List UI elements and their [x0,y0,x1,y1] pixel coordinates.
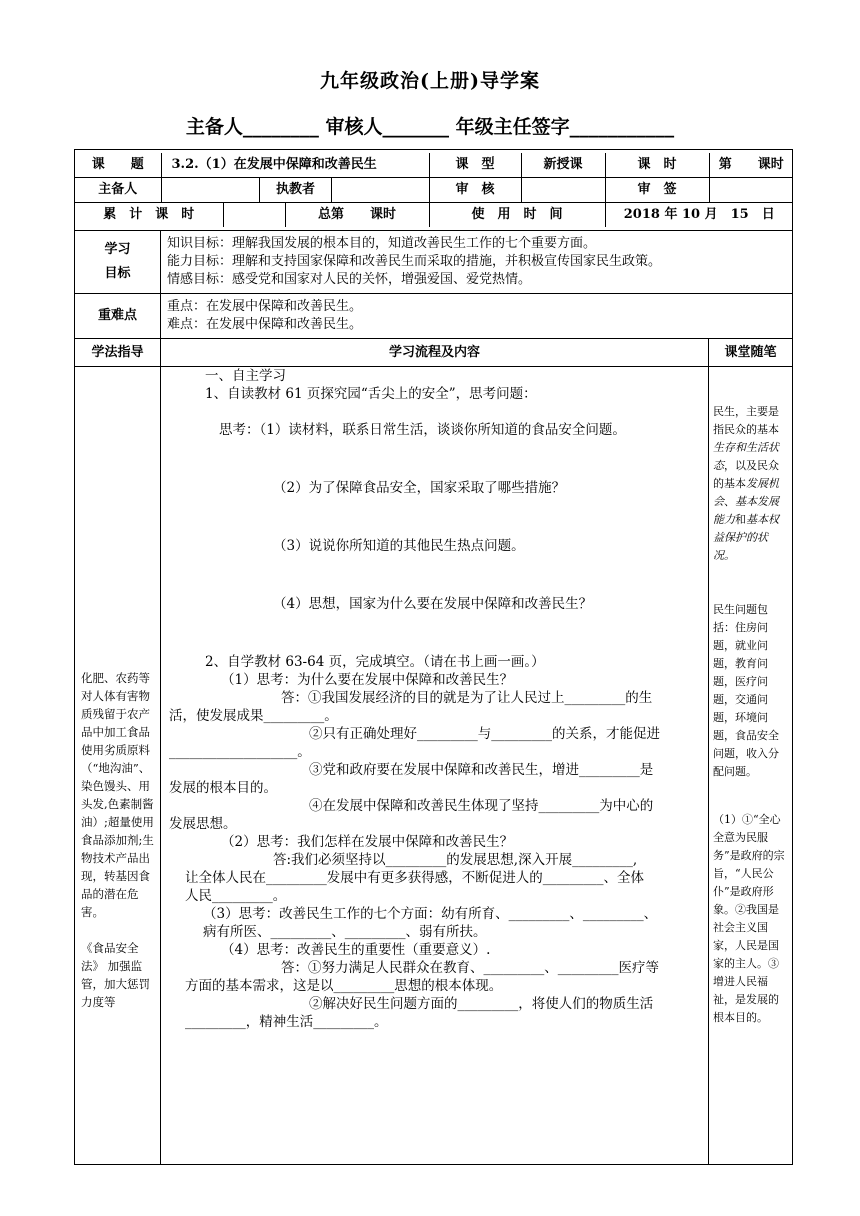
answer-c2a: ②解决好民生问题方面的_________，将使人们的物质生活 [309,996,654,1012]
date-value: 2018 年 10 月 15 日 [605,203,793,228]
question-4: （4）思想，国家为什么要在发展中保障和改善民生？ [273,596,593,612]
cumulative-row [75,203,429,228]
answer-3a: ③党和政府要在发展中保障和改善民生，增进_________是 [309,762,654,778]
review-label: 审 核 [429,178,521,203]
answer-c1a: 答：①努力满足人民群众在教育、_________、_________医疗等 [281,960,659,976]
answer-2a: ②只有正确处理好_________与_________的关系，才能促进 [309,726,660,742]
food-safety-note: 化肥、农药等对人体有害物质残留于农产品中加工食品使用劣质原料（“地沟油”、染色馒头、用头发,色素制酱油）;超量使用食品添加剂;生物技术产品出现，转基因食品的潜在危害。 [81,671,154,919]
method-guide-cell [75,367,161,1165]
answer-c1b: 方面的基本需求，这是以_________思想的根本体现。 [185,978,503,994]
class-notes-cell [709,367,793,1165]
cumulative-value[interactable] [223,203,285,227]
course-value: 3.2.（1）在发展中保障和改善民生 [161,153,429,178]
answer-4a: ④在发展中保障和改善民生体现了坚持_________为中心的 [309,798,654,814]
livelihood-definition-note: 民生，主要是指民众的基本生存和生活状态，以及民众的基本发展机会、基本发展能力和基本权益保护的状况。 [713,405,779,562]
answer-b1a: 答:我们必须坚持以_________的发展思想,深入开展_________, [273,852,638,868]
sign-value[interactable] [709,178,793,203]
column-header-content: 学习流程及内容 [161,339,709,367]
answer-3b: 发展的根本目的。 [169,780,277,796]
preparer-value[interactable] [162,178,260,202]
think-1: （1）思考：为什么要在发展中保障和改善民生？ [221,672,514,688]
answer-2b: ___________________。 [169,744,311,760]
preparer-label: 主备人 [98,182,138,197]
column-header-method: 学法指导 [75,339,161,367]
period-label: 课 时 [605,153,709,178]
date-label: 使 用 时 间 [429,203,605,228]
column-header-notes: 课堂随笔 [709,339,793,367]
lesson-plan-table [74,149,793,1165]
section-self-study: 一、自主学习 [205,368,286,384]
government-purpose-note: （1）①“全心全意为民服务”是政府的宗旨，“人民公仆”是政府形象。②我国是社会主义国家，人民是国家的主人。③增进人民福祉，是发展的根本目的。 [713,813,785,1024]
question-2: （2）为了保障食品安全，国家采取了哪些措施？ [273,480,566,496]
answer-b1c: 人民_________。 [185,888,287,904]
difficult-point: 难点：在发展中保障和改善民生。 [167,317,363,332]
goals-label: 学习 目标 [75,231,161,294]
task-2: 2、自学教材 63-64 页，完成填空。（请在书上画一画。） [205,654,545,670]
think-3b: 病有所医、_________、_________、弱有所扶。 [203,924,487,940]
keypoints-label: 重难点 [75,294,161,339]
question-3: （3）说说你所知道的其他民生热点问题。 [273,538,525,554]
key-point: 重点：在发展中保障和改善民生。 [167,299,363,314]
type-value: 新授课 [521,153,605,178]
learning-content-cell [161,367,709,1165]
teacher-label: 执教者 [260,178,332,202]
goals-content [161,231,793,294]
type-label: 课 型 [429,153,521,178]
task-1: 1、自读教材 61 页探究园“舌尖上的安全”，思考问题： [205,386,537,402]
goal-emotion: 情感目标：感受党和国家对人民的关怀，增强爱国、爱党热情。 [167,272,532,287]
teacher-value[interactable] [332,178,429,202]
think-2: （2）思考：我们怎样在发展中保障和改善民生？ [221,834,514,850]
total-label: 总第 课时 [285,203,429,227]
answer-1a: 答：①我国发展经济的目的就是为了让人民过上_________的生 [281,690,653,706]
goal-ability: 能力目标：理解和支持国家保障和改善民生而采取的措施，并积极宣传国家民生政策。 [167,254,662,269]
answer-b1b: 让全体人民在_________发展中有更多获得感，不断促进人的_________、全体 [185,870,644,886]
header-inner [75,153,793,227]
period-value: 第 课时 [709,153,793,178]
livelihood-issues-note: 民生问题包括：住房问题，就业问题，教育问题，医疗问题，交通问题，环境问题，食品安全问题，收入分配问题。 [713,603,779,778]
page-title: 九年级政治(上册)导学案 [320,70,540,92]
signature-line: 主备人________ 审核人_______ 年级主任签字___________ [185,116,675,138]
answer-1b: 活，使发展成果_________。 [169,708,338,724]
header-block [75,150,793,231]
think-4: （4）思考：改善民生的重要性（重要意义）. [221,942,491,958]
keypoints-content [161,294,793,339]
question-1: 思考：（1）读材料，联系日常生活，谈谈你所知道的食品安全问题。 [219,422,626,438]
sign-label: 审 签 [605,178,709,203]
answer-c2b: _________，精神生活_________。 [185,1014,388,1030]
goal-knowledge: 知识目标：理解我国发展的根本目的，知道改善民生工作的七个重要方面。 [167,236,597,251]
preparer-row-split [161,178,429,203]
course-label: 课 题 [91,157,144,172]
cumulative-label: 累 计 课 时 [103,207,195,222]
think-3a: （3）思考：改善民生工作的七个方面：幼有所育、_________、_________、 [203,906,658,922]
answer-4b: 发展思想。 [169,816,237,832]
review-value[interactable] [521,178,605,203]
food-safety-law-note: 《食品安全法》 加强监管，加大惩罚力度等 [81,941,150,1009]
